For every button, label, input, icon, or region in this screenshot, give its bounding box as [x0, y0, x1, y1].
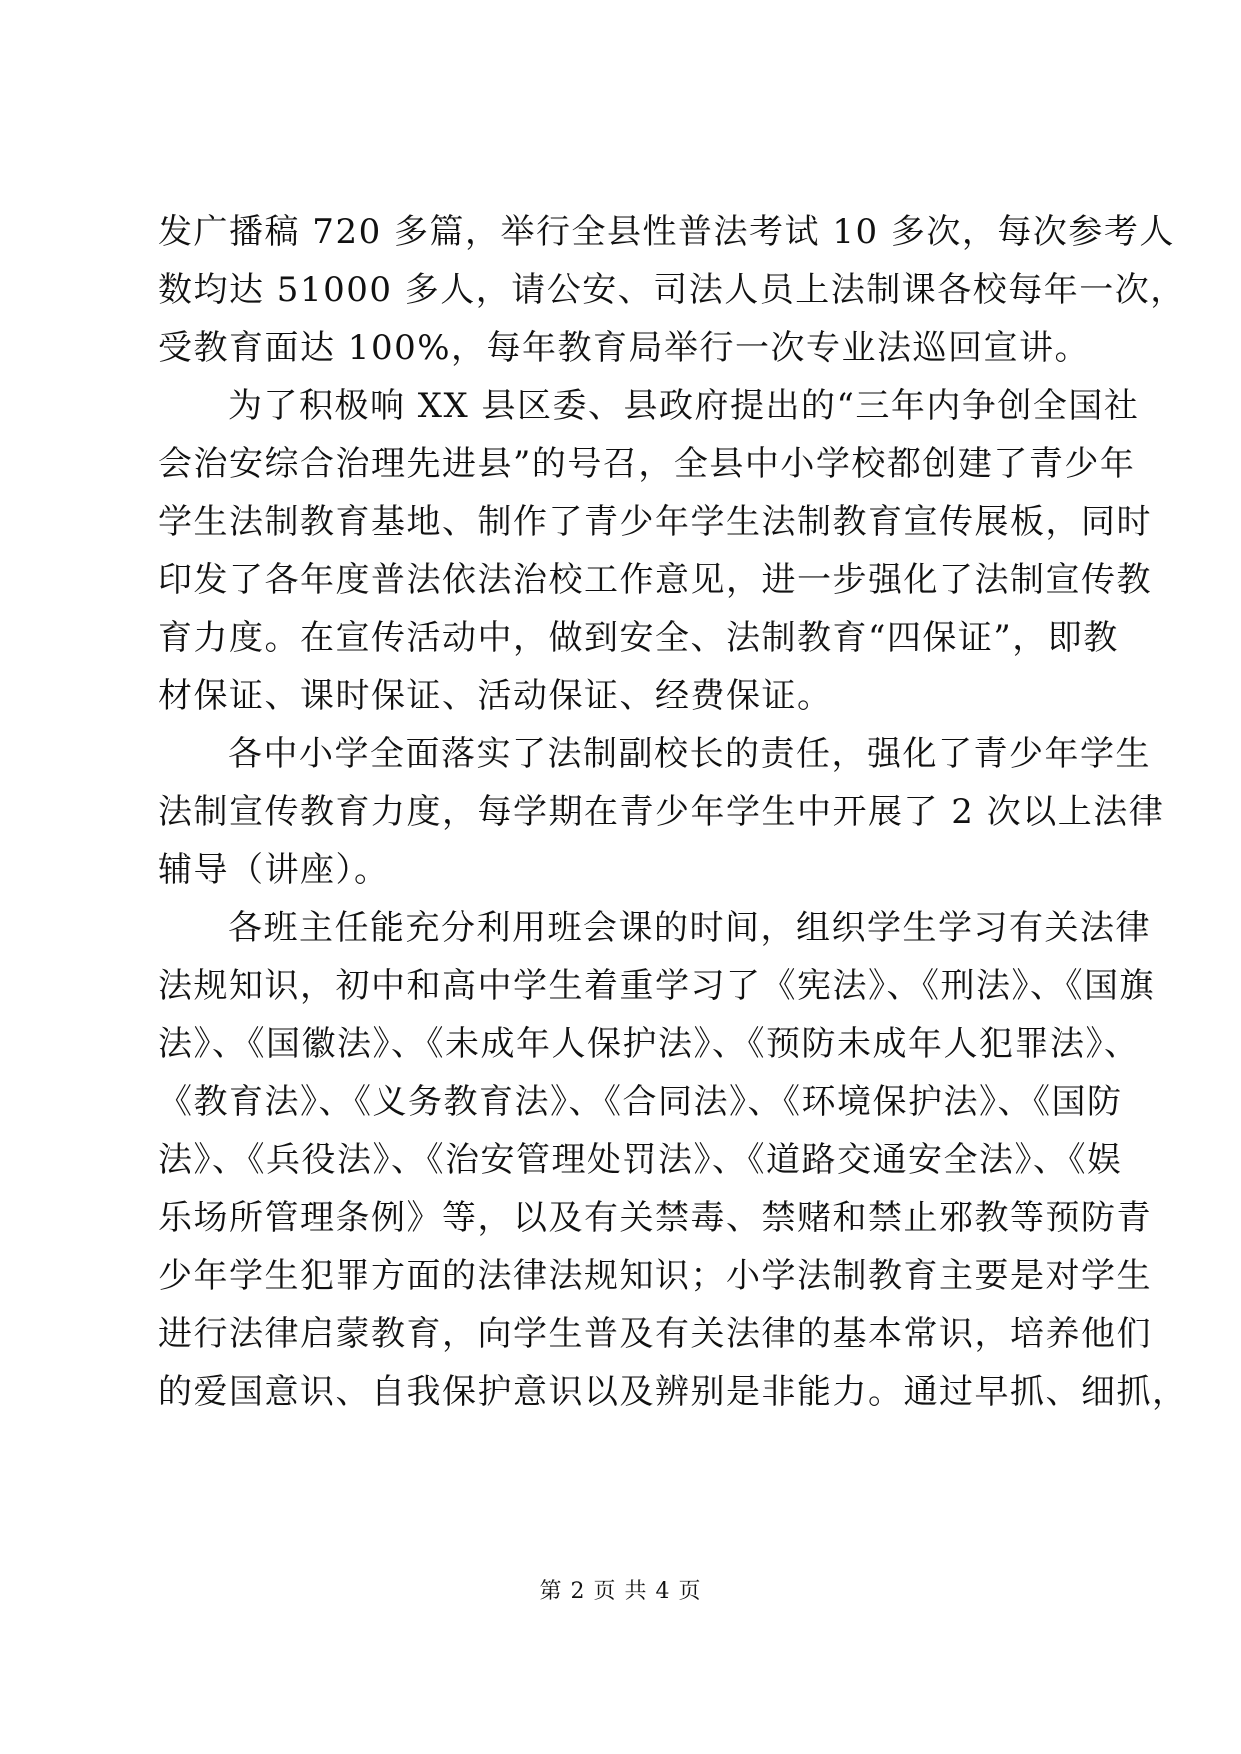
- body-line: 育力度。在宣传活动中，做到安全、法制教育“四保证”，即教: [158, 618, 1119, 658]
- page-number-footer: 第 2 页 共 4 页: [539, 1579, 702, 1604]
- body-line: 法规知识，初中和高中学生着重学习了《宪法》、《刑法》、《国旗: [158, 966, 1155, 1006]
- body-line: 学生法制教育基地、制作了青少年学生法制教育宣传展板，同时: [158, 502, 1152, 542]
- body-line: 法》、《兵役法》、《治安管理处罚法》、《道路交通安全法》、《娱: [158, 1140, 1123, 1180]
- paragraph-first-line: 为了积极响 XX 县区委、县政府提出的“三年内争创全国社: [228, 386, 1140, 426]
- body-line: 会治安综合治理先进县”的号召，全县中小学校都创建了青少年: [158, 444, 1136, 484]
- paragraph-first-line: 各班主任能充分利用班会课的时间，组织学生学习有关法律: [228, 908, 1151, 948]
- body-line: 发广播稿 720 多篇，举行全县性普法考试 10 多次，每次参考人: [158, 212, 1175, 252]
- body-line: 数均达 51000 多人，请公安、司法人员上法制课各校每年一次，: [158, 270, 1186, 310]
- body-line: 辅导（讲座）。: [158, 850, 390, 890]
- body-line: 印发了各年度普法依法治校工作意见，进一步强化了法制宣传教: [158, 560, 1152, 600]
- body-line: 少年学生犯罪方面的法律法规知识；小学法制教育主要是对学生: [158, 1256, 1152, 1296]
- body-line: 法制宣传教育力度，每学期在青少年学生中开展了 2 次以上法律: [158, 792, 1165, 832]
- body-line: 的爱国意识、自我保护意识以及辨别是非能力。通过早抓、细抓，: [158, 1372, 1188, 1412]
- body-line: 《教育法》、《义务教育法》、《合同法》、《环境保护法》、《国防: [158, 1082, 1123, 1122]
- body-line: 材保证、课时保证、活动保证、经费保证。: [158, 676, 833, 716]
- body-line: 受教育面达 100%，每年教育局举行一次专业法巡回宣讲。: [158, 328, 1091, 368]
- paragraph-first-line: 各中小学全面落实了法制副校长的责任，强化了青少年学生: [228, 734, 1151, 774]
- body-line: 乐场所管理条例》等，以及有关禁毒、禁赌和禁止邪教等预防青: [158, 1198, 1152, 1238]
- body-line: 进行法律启蒙教育，向学生普及有关法律的基本常识，培养他们: [158, 1314, 1152, 1354]
- body-line: 法》、《国徽法》、《未成年人保护法》、《预防未成年人犯罪法》、: [158, 1024, 1140, 1064]
